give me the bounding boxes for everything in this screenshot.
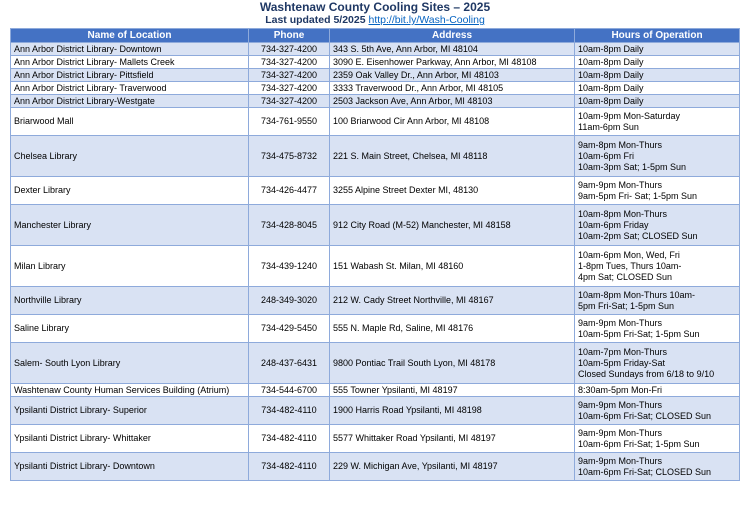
location-hours <box>575 205 740 246</box>
hours-line: 10am-8pm Daily <box>578 56 644 67</box>
hours-line: 10am-8pm Mon-Thurs 10am- <box>578 289 696 300</box>
location-hours <box>575 287 740 315</box>
location-name: Ann Arbor District Library- Traverwood <box>11 82 249 95</box>
location-address: 9800 Pontiac Trail South Lyon, MI 48178 <box>330 343 575 384</box>
hours-line: 11am-6pm Sun <box>578 121 639 132</box>
location-name: Chelsea Library <box>11 136 249 177</box>
location-hours <box>575 384 740 397</box>
location-phone: 734-544-6700 <box>249 384 330 397</box>
location-hours <box>575 315 740 343</box>
hours-line: 10am-8pm Daily <box>578 95 644 106</box>
location-address: 100 Briarwood Cir Ann Arbor, MI 48108 <box>330 108 575 136</box>
table-row <box>11 397 740 425</box>
hours-line: 4pm Sat; CLOSED Sun <box>578 271 673 282</box>
table-row <box>11 384 740 397</box>
hours-line: 10am-5pm Fri-Sat; 1-5pm Sun <box>578 328 700 339</box>
hours-line: 9am-9pm Mon-Thurs <box>578 179 663 190</box>
location-hours <box>575 108 740 136</box>
hours-line: 10am-8pm Daily <box>578 69 644 80</box>
location-phone: 734-482-4110 <box>249 453 330 481</box>
location-name: Northville Library <box>11 287 249 315</box>
table-header-row <box>11 29 740 43</box>
page-title: Washtenaw County Cooling Sites – 2025 <box>259 0 491 14</box>
location-name: Dexter Library <box>11 177 249 205</box>
location-hours <box>575 56 740 69</box>
hours-line: Closed Sundays from 6/18 to 9/10 <box>578 368 715 379</box>
hours-line: 10am-9pm Mon-Saturday <box>578 110 681 121</box>
location-name: Briarwood Mall <box>11 108 249 136</box>
location-phone: 734-327-4200 <box>249 43 330 56</box>
location-address: 555 Towner Ypsilanti, MI 48197 <box>330 384 575 397</box>
hours-line: 10am-6pm Fri-Sat; CLOSED Sun <box>578 466 712 477</box>
hours-line: 10am-6pm Fri-Sat; CLOSED Sun <box>578 410 712 421</box>
location-address: 221 S. Main Street, Chelsea, MI 48118 <box>330 136 575 177</box>
location-hours <box>575 69 740 82</box>
location-phone: 734-327-4200 <box>249 82 330 95</box>
location-name: Ypsilanti District Library- Downtown <box>11 453 249 481</box>
location-address: 912 City Road (M-52) Manchester, MI 48158 <box>330 205 575 246</box>
location-hours <box>575 136 740 177</box>
location-hours <box>575 95 740 108</box>
hours-line: 10am-6pm Friday <box>578 219 649 230</box>
table-row <box>11 82 740 95</box>
column-header-hours: Hours of Operation <box>575 29 740 43</box>
table-row <box>11 69 740 82</box>
table-row <box>11 315 740 343</box>
location-address: 3090 E. Eisenhower Parkway, Ann Arbor, MI 48108 <box>330 56 575 69</box>
location-address: 212 W. Cady Street Northville, MI 48167 <box>330 287 575 315</box>
hours-line: 9am-9pm Mon-Thurs <box>578 317 663 328</box>
location-address: 151 Wabash St. Milan, MI 48160 <box>330 246 575 287</box>
location-hours <box>575 453 740 481</box>
location-phone: 734-482-4110 <box>249 425 330 453</box>
location-address: 229 W. Michigan Ave, Ypsilanti, MI 48197 <box>330 453 575 481</box>
hours-line: 10am-6pm Mon, Wed, Fri <box>578 249 680 260</box>
column-header-name: Name of Location <box>11 29 249 43</box>
location-hours <box>575 397 740 425</box>
location-phone: 248-349-3020 <box>249 287 330 315</box>
hours-line: 9am-9pm Mon-Thurs <box>578 455 663 466</box>
location-address: 2359 Oak Valley Dr., Ann Arbor, MI 48103 <box>330 69 575 82</box>
location-phone: 734-426-4477 <box>249 177 330 205</box>
location-hours <box>575 425 740 453</box>
hours-line: 10am-8pm Daily <box>578 43 644 54</box>
hours-line: 10am-2pm Sat; CLOSED Sun <box>578 230 698 241</box>
cooling-sites-table <box>10 28 740 481</box>
location-name: Saline Library <box>11 315 249 343</box>
location-address: 2503 Jackson Ave, Ann Arbor, MI 48103 <box>330 95 575 108</box>
location-phone: 734-439-1240 <box>249 246 330 287</box>
location-name: Washtenaw County Human Services Building (Atrium) <box>11 384 249 397</box>
location-phone: 734-475-8732 <box>249 136 330 177</box>
table-row <box>11 287 740 315</box>
table-row <box>11 136 740 177</box>
location-phone: 734-761-9550 <box>249 108 330 136</box>
location-phone: 734-428-8045 <box>249 205 330 246</box>
location-name: Ypsilanti District Library- Whittaker <box>11 425 249 453</box>
table-row <box>11 177 740 205</box>
location-address: 3333 Traverwood Dr., Ann Arbor, MI 48105 <box>330 82 575 95</box>
hours-line: 9am-9pm Mon-Thurs <box>578 399 663 410</box>
table-row <box>11 108 740 136</box>
hours-line: 10am-7pm Mon-Thurs <box>578 346 668 357</box>
hours-line: 10am-8pm Mon-Thurs <box>578 208 668 219</box>
location-name: Manchester Library <box>11 205 249 246</box>
location-phone: 734-429-5450 <box>249 315 330 343</box>
table-row <box>11 95 740 108</box>
column-header-phone: Phone <box>249 29 330 43</box>
location-phone: 734-327-4200 <box>249 95 330 108</box>
hours-line: 5pm Fri-Sat; 1-5pm Sun <box>578 300 675 311</box>
location-name: Ann Arbor District Library- Downtown <box>11 43 249 56</box>
hours-line: 9am-9pm Mon-Thurs <box>578 427 663 438</box>
table-row <box>11 43 740 56</box>
hours-line: 10am-6pm Fri <box>578 150 635 161</box>
location-hours <box>575 82 740 95</box>
location-hours <box>575 177 740 205</box>
column-header-address: Address <box>330 29 575 43</box>
hours-line: 9am-5pm Fri- Sat; 1-5pm Sun <box>578 190 698 201</box>
location-address: 1900 Harris Road Ypsilanti, MI 48198 <box>330 397 575 425</box>
location-phone: 734-327-4200 <box>249 56 330 69</box>
location-address: 3255 Alpine Street Dexter MI, 48130 <box>330 177 575 205</box>
table-row <box>11 205 740 246</box>
hours-line: 9am-8pm Mon-Thurs <box>578 139 663 150</box>
location-hours <box>575 246 740 287</box>
hours-line: 10am-8pm Daily <box>578 82 644 93</box>
location-name: Ann Arbor District Library- Mallets Creek <box>11 56 249 69</box>
location-address: 5577 Whittaker Road Ypsilanti, MI 48197 <box>330 425 575 453</box>
hours-line: 10am-5pm Friday-Sat <box>578 357 666 368</box>
location-address: 343 S. 5th Ave, Ann Arbor, MI 48104 <box>330 43 575 56</box>
hours-line: 8:30am-5pm Mon-Fri <box>578 384 663 395</box>
hours-line: 1-8pm Tues, Thurs 10am- <box>578 260 682 271</box>
hours-line: 10am-3pm Sat; 1-5pm Sun <box>578 161 687 172</box>
location-name: Ann Arbor District Library-Westgate <box>11 95 249 108</box>
last-updated-line <box>0 14 750 27</box>
table-row <box>11 56 740 69</box>
location-hours <box>575 343 740 384</box>
table-row <box>11 425 740 453</box>
last-updated-text: Last updated 5/2025 <box>265 14 366 26</box>
location-address: 555 N. Maple Rd, Saline, MI 48176 <box>330 315 575 343</box>
location-name: Ann Arbor District Library- Pittsfield <box>11 69 249 82</box>
location-phone: 734-327-4200 <box>249 69 330 82</box>
table-row <box>11 453 740 481</box>
hours-line: 10am-6pm Fri-Sat; 1-5pm Sun <box>578 438 700 449</box>
location-phone: 248-437-6431 <box>249 343 330 384</box>
location-name: Milan Library <box>11 246 249 287</box>
location-name: Ypsilanti District Library- Superior <box>11 397 249 425</box>
table-row <box>11 246 740 287</box>
location-phone: 734-482-4110 <box>249 397 330 425</box>
location-name: Salem- South Lyon Library <box>11 343 249 384</box>
cooling-sites-link[interactable]: http://bit.ly/Wash-Cooling <box>368 14 485 26</box>
location-hours <box>575 43 740 56</box>
table-row <box>11 343 740 384</box>
